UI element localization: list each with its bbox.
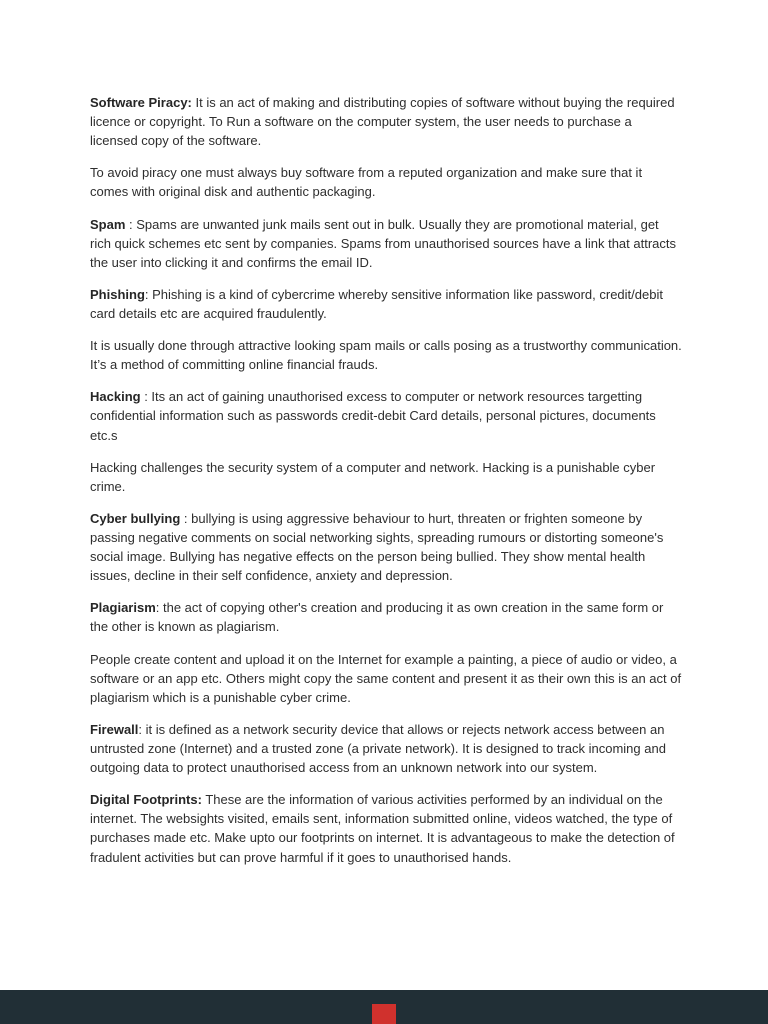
paragraph-text: : Phishing is a kind of cybercrime whereby sensitive information like password, credit/debit card details etc are acquired fraudulently. [90,286,663,321]
term-label: Plagiarism [90,600,156,616]
term-label: Phishing [90,286,145,302]
term-label: Firewall [90,721,139,737]
paragraph [90,720,682,777]
paragraph-text: : bullying is using aggressive behaviour to hurt, threaten or frighten someone by passing negative comments on social networking sights, spreading rumours or distorting someone's social image. Bullying has negative effects on the person being bullied. They show mental health issues, decline in their self confidence, anxiety and depression. [90,510,664,584]
paragraph [90,650,682,707]
paragraph [90,336,682,374]
paragraph [90,163,682,201]
term-label: Cyber bullying [90,510,181,526]
footer-toolbar [0,990,768,1024]
paragraph-text: : the act of copying other's creation and producing it as own creation in the same form or the other is known as plagiarism. [90,600,664,635]
paragraph-text: : Spams are unwanted junk mails sent out in bulk. Usually they are promotional material, get rich quick schemes etc sent by companies. Spams from unauthorised sources have a link that attracts the user into clicking it and confirms the email ID. [90,216,676,270]
paragraph [90,790,682,866]
paragraph-text: Hacking challenges the security system of a computer and network. Hacking is a punishable cyber crime. [90,459,656,494]
paragraph-text: : it is defined as a network security device that allows or rejects network access between an untrusted zone (Internet) and a trusted zone (a private network). It is designed to track incoming and outgoing data to protect unauthorised access from an unknown network into our system. [90,721,666,776]
paragraph [90,598,682,636]
paragraph-text: It is usually done through attractive looking spam mails or calls posing as a trustworthy communication. It’s a method of committing online financial frauds. [90,338,682,373]
footer-accent-mark [372,1004,396,1024]
paragraph-text: It is an act of making and distributing copies of software without buying the required licence or copyright. To Run a software on the computer system, the user needs to purchase a licensed copy of the software. [90,95,675,149]
paragraph [90,285,682,323]
paragraph [90,458,682,496]
term-label: Digital Footprints: [90,792,202,808]
paragraph [90,387,682,444]
paragraph-text: To avoid piracy one must always buy software from a reputed organization and make sure that it comes with original disk and authentic packaging. [90,165,643,200]
paragraph-text: People create content and upload it on the Internet for example a painting, a piece of audio or video, a software or an app etc. Others might copy the same content and present it as their own this is an act of plagiarism which is a punishable cyber crime. [90,651,682,705]
paragraph-text: These are the information of various activities performed by an individual on the internet. The websights visited, emails sent, information submitted online, videos watched, the type of purchases made etc. Make upto our footprints on internet. It is advantageous to make the detection of fradulent activities but can prove harmful if it goes to unauthorised hands. [90,792,675,865]
paragraph [90,215,682,272]
paragraph [90,509,682,585]
document-text-body [90,93,682,880]
term-label: Spam [90,216,126,232]
paragraph [90,93,682,150]
paragraph-text: : Its an act of gaining unauthorised excess to computer or network resources targetting confidential information such as passwords credit-debit Card details, personal pictures, documents etc.s [90,389,656,443]
term-label: Hacking [90,389,141,405]
term-label: Software Piracy: [90,95,192,110]
